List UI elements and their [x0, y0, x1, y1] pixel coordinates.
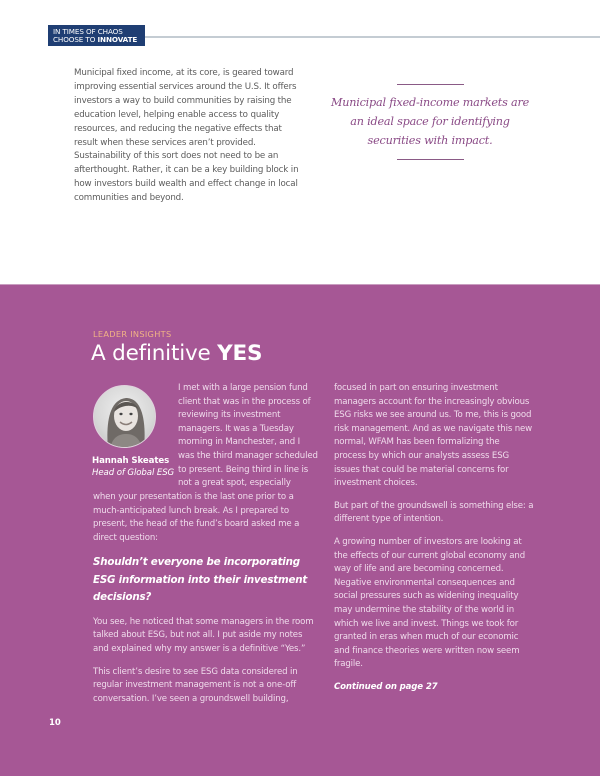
article-paragraph: You see, he noticed that some managers in the room talked about ESG, but not all. I put aside my notes and explained why my answer is a definitive “Yes.” — [93, 616, 314, 655]
intro-paragraph: Municipal fixed income, at its core, is geared toward improving essential services around the U.S. It offers investors a way to build communities by raising the education level, helping enable access to quality resources, and reducing the negative effects that result when these services aren’t provided. Sustainability of this sort does not need to be an afterthought. Rather, it can be a key building block in how investors build wealth and effect change in local communities and beyond. — [74, 68, 299, 204]
pull-quote-bottom-rule — [397, 159, 464, 160]
article-paragraph: focused in part on ensuring investment managers account for the increasingly obvious ESG risks we see around us. To me, this is good risk management. And as we navigate this new normal, WFAM has been formalizing the process by which our analysts assess ESG issues that could be material concerns for investment choices. — [334, 383, 533, 489]
page-number: 10 — [49, 718, 61, 728]
author-name: Hannah Skeates — [92, 456, 170, 466]
article-column-left — [93, 491, 315, 715]
article-paragraph: But part of the groundswell is something else: a different type of intention. — [334, 500, 534, 525]
section-eyebrow: LEADER INSIGHTS — [93, 329, 172, 339]
pull-quote — [330, 84, 530, 160]
article-column-right — [334, 382, 534, 694]
section-tag-line2: CHOOSE TO INNOVATE — [53, 34, 138, 44]
section-tag — [48, 25, 145, 46]
article-question: Shouldn’t everyone be incorporating ESG information into their investment decisions? — [93, 556, 308, 604]
article-paragraph: This client’s desire to see ESG data considered in regular investment management is not a one-off conversation. I’ve seen a groundswell building, — [93, 666, 298, 704]
portrait-photo-icon — [94, 386, 156, 448]
header-rule-divider — [145, 36, 600, 38]
pull-quote-text: Municipal fixed-income markets are an ideal space for identifying securities with impact. — [330, 96, 530, 147]
article-title: A definitive YES — [91, 341, 263, 366]
author-avatar — [93, 385, 156, 448]
article-paragraph: A growing number of investors are looking at the effects of our current global economy and way of life and are becoming concerned. Negative environmental consequences and social pressures such as widening inequality may undermine the stability of the world in which we live and invest. Things we took for granted in eras when much of our economic and finance theories were written now seem fragile. — [334, 536, 526, 670]
article-intro-wrap: I met with a large pension fund client that was in the process of reviewing its investment managers. It was a Tuesday morning in Manchester, and I was the third manager scheduled to present. Being third in line is not a great spot, especially — [178, 383, 318, 489]
section-tag-line1: IN TIMES OF CHAOS — [53, 26, 123, 36]
continued-link[interactable]: Continued on page 27 — [334, 681, 438, 692]
article-paragraph: when your presentation is the last one prior to a much-anticipated lunch break. As I prepared to present, the head of the fund’s board asked me a direct question: — [93, 492, 300, 543]
author-role: Head of Global ESG — [92, 468, 175, 478]
